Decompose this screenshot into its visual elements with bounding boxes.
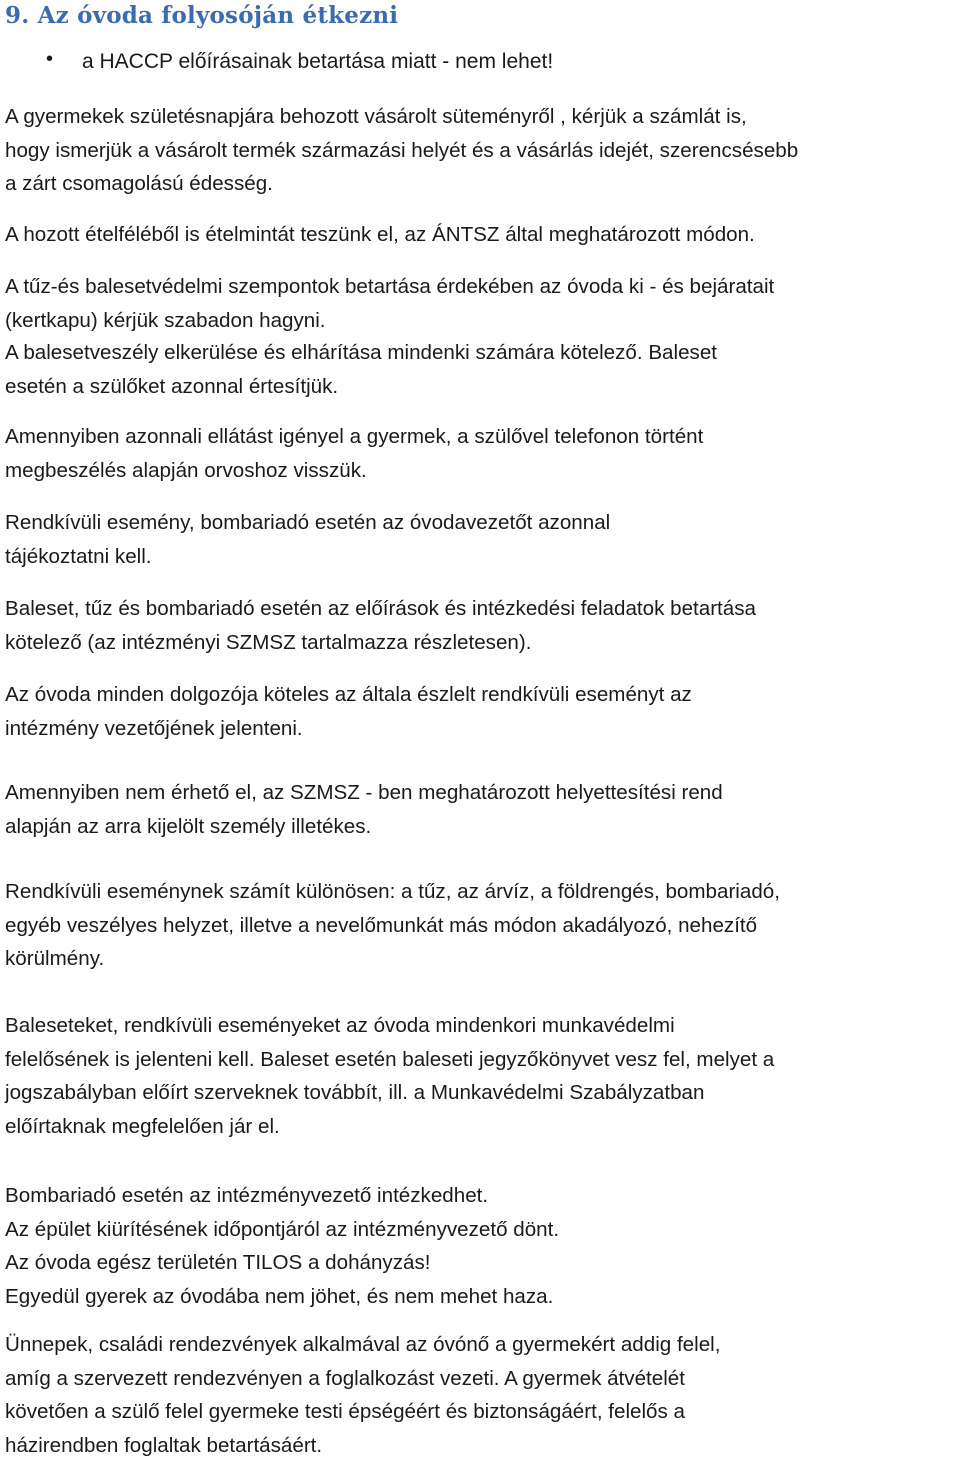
paragraph-line: A gyermekek születésnapjára behozott vásárolt süteményről , kérjük a számlát is, (5, 105, 747, 128)
bullet-icon: • (46, 48, 54, 70)
paragraph-6 (5, 506, 960, 573)
paragraph-line: Baleset, tűz és bombariadó esetén az előírások és intézkedési feladatok betartása (5, 597, 756, 620)
paragraph-line: A balesetveszély elkerülése és elhárítása mindenki számára kötelező. Baleset (5, 341, 718, 364)
paragraph-line: A hozott ételféléből is ételmintát teszünk el, az ÁNTSZ által meghatározott módon. (5, 223, 755, 246)
paragraph-line: Az épület kiürítésének időpontjáról az intézményvezető dönt. (5, 1217, 560, 1241)
paragraph-line: Az óvoda minden dolgozója köteles az általa észlelt rendkívüli eseményt az (5, 683, 692, 706)
paragraph-line: hogy ismerjük a vásárolt termék származási helyét és a vásárlás idejét, szerencsésebb (5, 138, 799, 162)
paragraph-13 (5, 1328, 960, 1462)
paragraph-7 (5, 592, 960, 659)
paragraph-line: egyéb veszélyes helyzet, illetve a nevelőmunkát más módon akadályozó, nehezítő (5, 913, 758, 937)
paragraph-line: körülmény. (5, 947, 105, 971)
paragraph-line: Baleseteket, rendkívüli eseményeket az óvoda mindenkori munkavédelmi (5, 1014, 675, 1037)
paragraph-line: (kertkapu) kérjük szabadon hagyni. (5, 308, 326, 332)
paragraph-line: a zárt csomagolású édesség. (5, 172, 273, 196)
paragraph-line: házirendben foglaltak betartásáért. (5, 1433, 323, 1457)
bullet-text: a HACCP előírásainak betartása miatt - nem lehet! (82, 50, 554, 73)
paragraph-line: tájékoztatni kell. (5, 544, 152, 568)
paragraph-11 (5, 1009, 960, 1143)
paragraph-line: esetén a szülőket azonnal értesítjük. (5, 374, 339, 398)
paragraph-8 (5, 678, 960, 745)
paragraph-line: amíg a szervezett rendezvényen a foglalkozást vezeti. A gyermek átvételét (5, 1366, 685, 1390)
paragraph-line: intézmény vezetőjének jelenteni. (5, 716, 303, 740)
paragraph-line: Amennyiben nem érhető el, az SZMSZ - ben meghatározott helyettesítési rend (5, 781, 723, 804)
paragraph-line: követően a szülő felel gyermeke testi épségéért és biztonságáért, felelős a (5, 1400, 685, 1424)
paragraph-line: felelősének is jelenteni kell. Baleset esetén baleseti jegyzőkönyvet vesz fel, melyet a (5, 1047, 775, 1071)
paragraph-line: előírtaknak megfelelően jár el. (5, 1114, 280, 1138)
paragraph-line: jogszabályban előírt szerveknek továbbít, ill. a Munkavédelmi Szabályzatban (5, 1081, 705, 1105)
paragraph-line: A tűz-és balesetvédelmi szempontok betartása érdekében az óvoda ki - és bejáratait (5, 275, 775, 298)
paragraph-2 (5, 218, 960, 252)
paragraph-12 (5, 1179, 960, 1313)
paragraph-line: Bombariadó esetén az intézményvezető intézkedhet. (5, 1184, 489, 1207)
paragraph-9 (5, 776, 960, 843)
paragraph-line: kötelező (az intézményi SZMSZ tartalmazza részletesen). (5, 630, 532, 654)
paragraph-5 (5, 420, 960, 487)
paragraph-line: Amennyiben azonnali ellátást igényel a gyermek, a szülővel telefonon történt (5, 425, 704, 448)
paragraph-line: Az óvoda egész területén TILOS a dohányzás! (5, 1251, 431, 1275)
paragraph-line: Rendkívüli eseménynek számít különösen: a tűz, az árvíz, a földrengés, bombariadó, (5, 880, 780, 903)
paragraph-line: megbeszélés alapján orvoshoz visszük. (5, 458, 367, 482)
paragraph-line: Rendkívüli esemény, bombariadó esetén az óvodavezetőt azonnal (5, 511, 611, 534)
paragraph-line: Ünnepek, családi rendezvények alkalmával az óvónő a gyermekért addig felel, (5, 1333, 721, 1356)
paragraph-10 (5, 875, 960, 976)
paragraph-1 (5, 100, 960, 201)
paragraph-line: alapján az arra kijelölt személy illetékes. (5, 814, 372, 838)
paragraph-line: Egyedül gyerek az óvodába nem jöhet, és nem mehet haza. (5, 1284, 554, 1308)
section-heading: 9. Az óvoda folyosóján étkezni (5, 2, 399, 29)
paragraph-3 (5, 270, 960, 337)
paragraph-4 (5, 336, 960, 403)
